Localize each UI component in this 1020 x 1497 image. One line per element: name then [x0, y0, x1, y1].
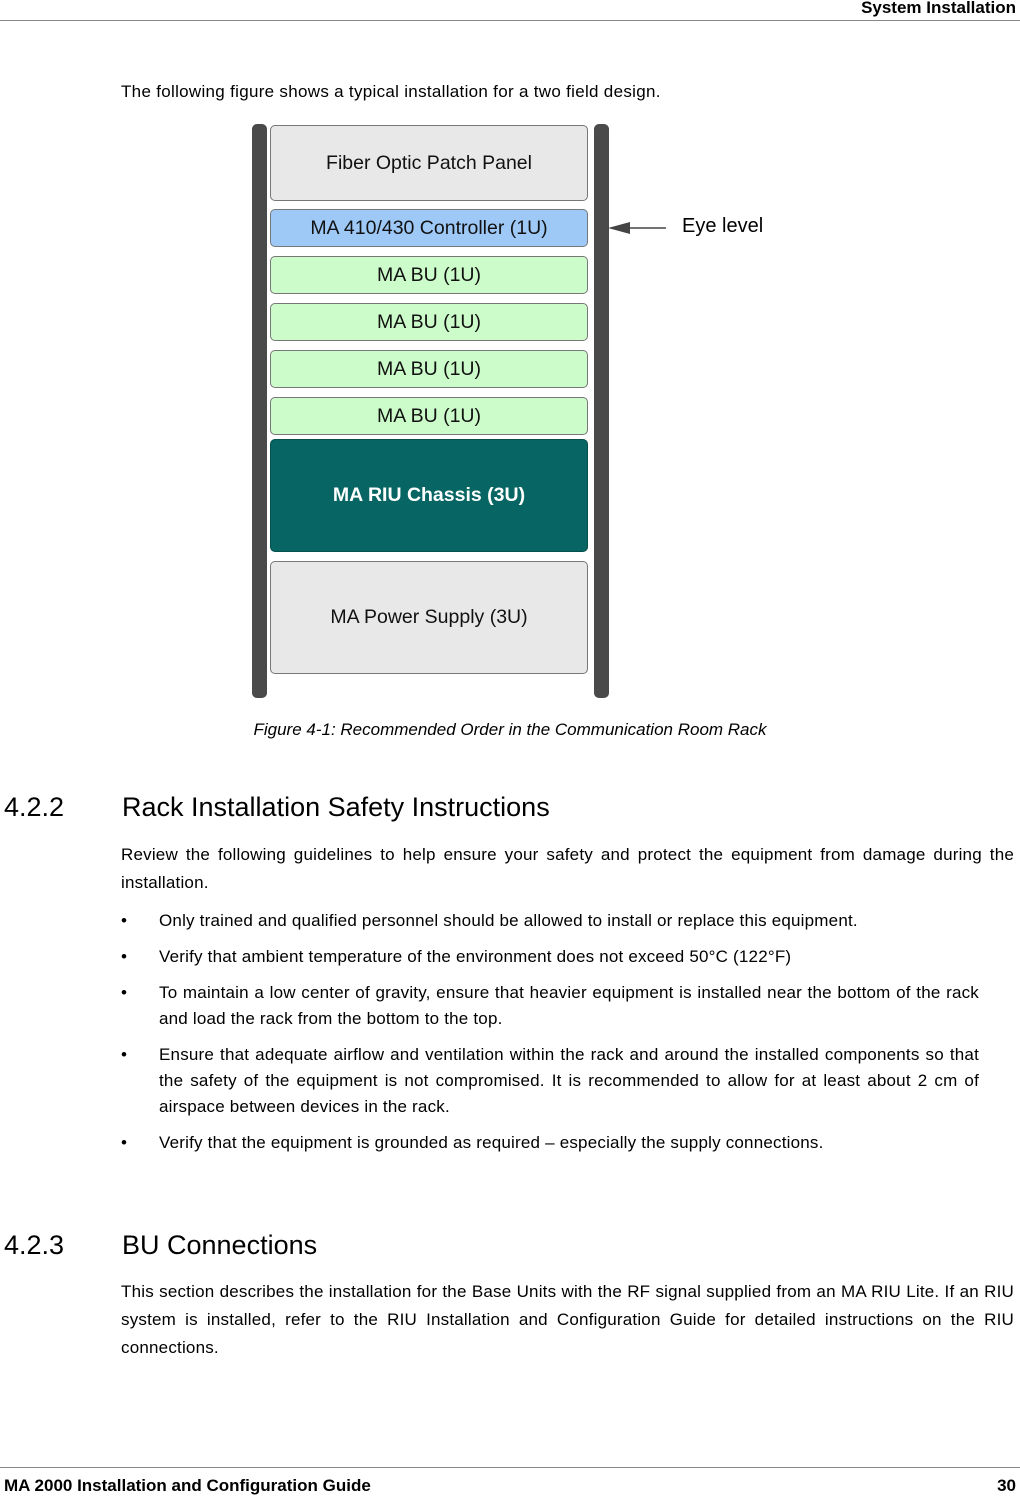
rack-diagram	[248, 120, 618, 700]
eye-level-arrow-icon	[608, 218, 668, 238]
section-intro: Review the following guidelines to help ensure your safety and protect the equipment from damage during the installation.	[121, 845, 1014, 892]
list-item	[121, 1130, 979, 1156]
rack-unit-controller	[270, 209, 588, 247]
header-title: System Installation	[861, 0, 1016, 17]
rack-unit-label: MA BU (1U)	[376, 357, 481, 380]
list-item	[121, 980, 979, 1032]
list-item-text: Verify that ambient temperature of the environment does not exceed 50°C (122°F)	[159, 947, 792, 966]
rack-unit-bu	[270, 397, 588, 435]
bullet-icon: •	[121, 947, 128, 966]
rack-unit-label: MA BU (1U)	[376, 310, 481, 333]
rack-unit-bu	[270, 350, 588, 388]
section-number: 4.2.3	[4, 1230, 65, 1260]
rack-unit-riu-chassis	[270, 439, 588, 552]
rack-unit-label: MA 410/430 Controller (1U)	[310, 216, 548, 239]
safety-list	[121, 908, 979, 1166]
rack-unit-power-supply	[270, 561, 588, 674]
bullet-icon: •	[121, 1045, 128, 1064]
list-item-text: To maintain a low center of gravity, ensure that heavier equipment is installed near the bottom of the rack and load the rack from the bottom to the top.	[159, 983, 979, 1028]
rack-unit-label: MA Power Supply (3U)	[330, 606, 528, 628]
header-rule	[0, 20, 1020, 21]
rack-unit-label: Fiber Optic Patch Panel	[326, 151, 532, 174]
footer-rule	[0, 1467, 1020, 1468]
list-item-text: Only trained and qualified personnel should be allowed to install or replace this equipment.	[159, 911, 858, 930]
rack-rail-right	[594, 124, 609, 698]
figure-caption: Figure 4-1: Recommended Order in the Communication Room Rack	[253, 720, 767, 739]
bullet-icon: •	[121, 911, 128, 930]
footer-title: MA 2000 Installation and Configuration Guide	[4, 1476, 371, 1495]
rack-rail-left	[252, 124, 267, 698]
page-number: 30	[997, 1476, 1016, 1495]
rack-unit-fiber-patch-panel	[270, 125, 588, 201]
list-item-text: Ensure that adequate airflow and ventilation within the rack and around the installed components so that the safety of the equipment is not compromised. It is recommended to allow for at least about 2 cm of airspace between devices in the rack.	[159, 1045, 979, 1116]
eye-level-label: Eye level	[682, 215, 764, 237]
rack-unit-label: MA BU (1U)	[376, 263, 481, 286]
rack-unit-label: MA RIU Chassis (3U)	[332, 484, 526, 506]
list-item-text: Verify that the equipment is grounded as required – especially the supply connections.	[159, 1133, 824, 1152]
list-item	[121, 944, 979, 970]
bullet-icon: •	[121, 1133, 128, 1152]
rack-unit-bu	[270, 256, 588, 294]
intro-text: The following figure shows a typical installation for a two field design.	[121, 82, 661, 101]
list-item	[121, 1042, 979, 1120]
section-title: Rack Installation Safety Instructions	[122, 792, 550, 822]
rack-unit-label: MA BU (1U)	[376, 404, 481, 427]
bullet-icon: •	[121, 983, 128, 1002]
section-title: BU Connections	[122, 1230, 318, 1260]
section-body: This section describes the installation for the Base Units with the RF signal supplied from an MA RIU Lite. If an RIU system is installed, refer to the RIU Installation and Configuration Guide for detailed instructions on the RIU connections.	[121, 1282, 1014, 1357]
section-number: 4.2.2	[4, 792, 65, 822]
rack-unit-bu	[270, 303, 588, 341]
list-item	[121, 908, 979, 934]
